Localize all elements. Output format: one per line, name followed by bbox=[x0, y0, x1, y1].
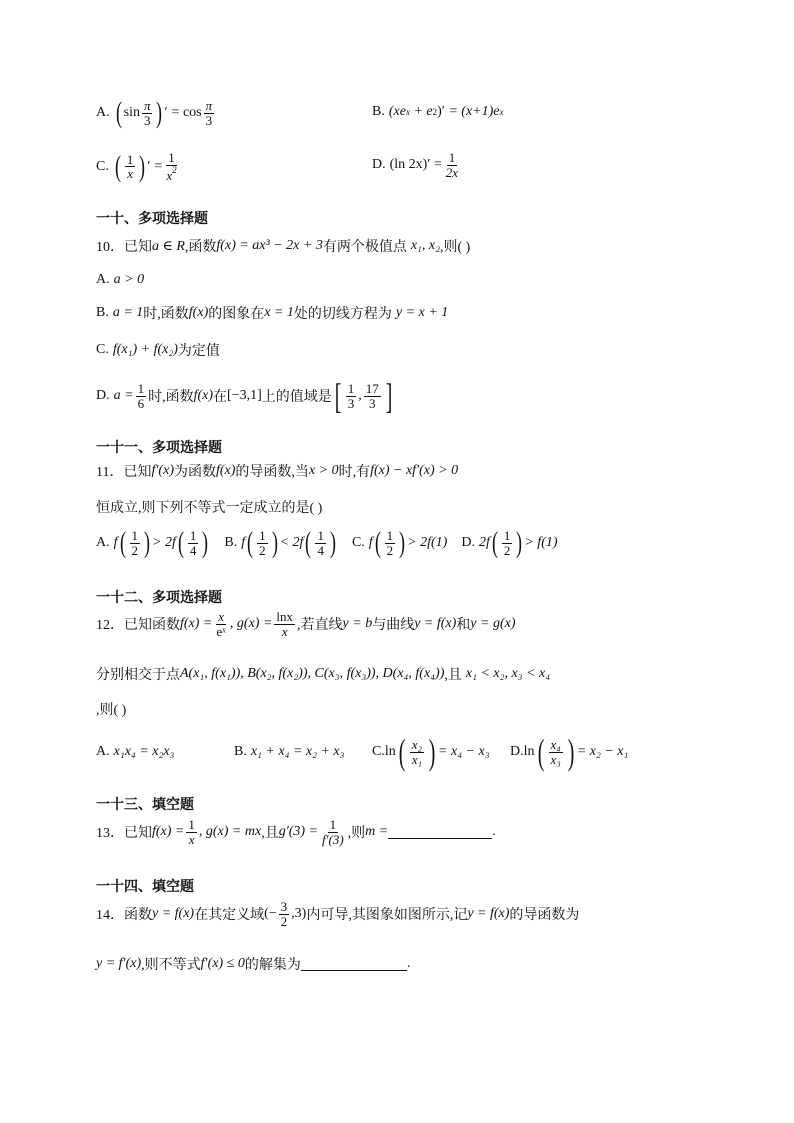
f-symbol: f bbox=[241, 535, 246, 550]
expression: = x₄ − x₃ bbox=[438, 744, 490, 759]
expression: m = bbox=[365, 824, 389, 840]
option-label: A. bbox=[96, 535, 110, 550]
fraction bbox=[315, 529, 326, 557]
expression: + e bbox=[409, 104, 433, 119]
denominator: 2 bbox=[131, 542, 139, 558]
option-label: B. bbox=[96, 305, 109, 320]
text: 为函数 bbox=[173, 465, 216, 480]
text: 内可导,其图象如图所示,记 bbox=[306, 908, 468, 924]
equation-rhs: = bbox=[154, 158, 163, 174]
expression: g′(3) = bbox=[278, 824, 319, 840]
paren-left: ( bbox=[398, 732, 406, 772]
fraction bbox=[136, 382, 147, 410]
text: ,则不等式 bbox=[141, 958, 201, 973]
superscript: x bbox=[499, 107, 504, 117]
text: 的图象在 bbox=[208, 307, 265, 322]
text: 处的切线方程为 bbox=[293, 307, 392, 322]
expression: > 2f bbox=[152, 535, 176, 550]
text: 与曲线 bbox=[372, 618, 415, 634]
denominator: f′(3) bbox=[322, 831, 344, 847]
denominator: x bbox=[188, 831, 195, 847]
denominator: 2 bbox=[503, 542, 511, 558]
option-label: C. bbox=[372, 744, 385, 759]
denominator: 2 bbox=[280, 913, 288, 929]
fraction bbox=[279, 900, 290, 928]
paren-right: ) bbox=[567, 732, 575, 772]
f-symbol: f bbox=[113, 535, 118, 550]
denominator: 3 bbox=[143, 112, 151, 128]
expression: x₁, x₂ bbox=[410, 238, 440, 253]
ln-text: ln bbox=[384, 744, 396, 759]
fraction bbox=[142, 99, 153, 127]
q12-option-c[interactable] bbox=[372, 734, 510, 770]
denominator: 4 bbox=[189, 542, 197, 558]
q10-option-c[interactable] bbox=[96, 340, 220, 360]
expression: f′(x) bbox=[151, 463, 174, 478]
q12-stem bbox=[96, 610, 516, 638]
text: ,若直线 bbox=[297, 618, 343, 634]
expression: = x₂ − x₁ bbox=[576, 744, 629, 759]
q12-options bbox=[96, 734, 628, 770]
paren-right: ) bbox=[428, 732, 436, 772]
expression: x₁ < x₂, x₃ < x₄ bbox=[465, 666, 551, 681]
expression: a > 0 bbox=[113, 272, 145, 287]
text: ,则 bbox=[347, 826, 366, 842]
paren-right: ) bbox=[399, 526, 406, 559]
fraction bbox=[410, 738, 424, 766]
paren-left: ( bbox=[247, 526, 254, 559]
denominator: x₁ bbox=[411, 751, 423, 767]
expression: x₁ + x₄ = x₂ + x₃ bbox=[250, 744, 345, 759]
text: 时,有 bbox=[338, 465, 371, 480]
question-number: 10．已知 bbox=[96, 240, 152, 255]
q10-option-d[interactable] bbox=[96, 378, 395, 414]
q9-option-a[interactable] bbox=[96, 98, 216, 128]
paren-right: ) bbox=[516, 526, 523, 559]
answer-blank[interactable] bbox=[388, 826, 492, 839]
expression: f(x) bbox=[215, 463, 236, 478]
f-symbol: 2f bbox=[478, 535, 490, 550]
numerator: 1 bbox=[448, 150, 456, 165]
fraction bbox=[320, 818, 346, 846]
expression: y = f(x) bbox=[467, 906, 510, 922]
q11-option-c[interactable] bbox=[352, 528, 447, 558]
denominator: x bbox=[127, 166, 133, 182]
numerator: 1 bbox=[317, 527, 324, 543]
expression: f(x₁) + f(x₂) bbox=[112, 342, 178, 357]
question-number: 14．函数 bbox=[96, 908, 152, 924]
superscript: x bbox=[405, 107, 410, 117]
expression: < 2f bbox=[279, 535, 304, 550]
q14-stem-line2 bbox=[96, 954, 410, 974]
q14-stem bbox=[96, 900, 579, 928]
paren-right: ) bbox=[156, 96, 163, 129]
paren-right: ) bbox=[202, 526, 209, 559]
denominator: x₃ bbox=[550, 751, 561, 767]
expression: , g(x) = bbox=[229, 616, 273, 632]
option-label: A. bbox=[96, 105, 110, 120]
paren-right: ) bbox=[144, 526, 151, 559]
paren-right: ) bbox=[329, 526, 336, 559]
fraction bbox=[274, 610, 295, 638]
expression: f(x) bbox=[188, 305, 209, 320]
text: 和 bbox=[456, 618, 471, 634]
q10-stem bbox=[96, 236, 470, 256]
numerator: x₄ bbox=[550, 736, 561, 752]
q12-option-d[interactable] bbox=[510, 734, 628, 770]
text: 时,函数 bbox=[148, 390, 194, 405]
numerator: x bbox=[218, 609, 225, 624]
fraction bbox=[257, 529, 268, 557]
paren-left: ( bbox=[491, 526, 498, 559]
q11-option-d[interactable] bbox=[461, 528, 557, 558]
text: 上的值域是 bbox=[261, 390, 332, 405]
text: ,则( ) bbox=[440, 240, 471, 255]
text: ,且 bbox=[261, 826, 279, 842]
question-number: 11．已知 bbox=[96, 465, 152, 480]
expression: > f(1) bbox=[524, 535, 558, 550]
numerator: 1 bbox=[189, 527, 197, 543]
paren-left: ( bbox=[115, 96, 122, 129]
option-label: A. bbox=[96, 272, 110, 287]
domain-left: (− bbox=[264, 906, 277, 922]
numerator: lnx bbox=[276, 609, 294, 624]
numerator: 17 bbox=[365, 380, 379, 396]
equation-rhs: = (x+1)e bbox=[448, 104, 500, 119]
q10-option-b[interactable] bbox=[96, 303, 448, 323]
text: 在 bbox=[213, 390, 228, 405]
bracket-right: ] bbox=[385, 376, 393, 416]
expression: > 2f(1) bbox=[407, 535, 448, 550]
x-var: x bbox=[166, 167, 173, 183]
paren-right: ) bbox=[271, 526, 278, 559]
numerator: π bbox=[205, 97, 213, 113]
denominator: 3 bbox=[369, 395, 376, 411]
fraction bbox=[214, 610, 228, 638]
paren-right: ) bbox=[139, 149, 146, 183]
option-label: D. bbox=[96, 388, 110, 403]
option-label: C. bbox=[351, 535, 365, 550]
numerator: 1 bbox=[329, 817, 337, 832]
text: 时,函数 bbox=[143, 307, 189, 322]
numerator: 1 bbox=[137, 380, 145, 396]
denominator: 3 bbox=[347, 395, 355, 411]
q9-option-b[interactable] bbox=[372, 104, 504, 120]
expression: f(x) = bbox=[152, 824, 185, 840]
q10-option-a[interactable] bbox=[96, 272, 144, 288]
expression: x = 1 bbox=[264, 305, 294, 320]
option-label: A. bbox=[96, 744, 110, 759]
section-heading: 一十三、填空题 bbox=[96, 796, 194, 812]
section-heading: 一十一、多项选择题 bbox=[96, 439, 222, 455]
denominator: 4 bbox=[317, 542, 324, 558]
fraction bbox=[186, 818, 197, 846]
interval: [−3,1] bbox=[227, 388, 262, 403]
text: ,且 bbox=[444, 668, 462, 683]
expression: )′ bbox=[437, 104, 449, 119]
question-number: 12．已知函数 bbox=[96, 618, 180, 634]
numerator: 1 bbox=[126, 151, 134, 167]
option-label: B. bbox=[372, 104, 385, 119]
superscript: 2 bbox=[172, 164, 177, 175]
paren-left: ( bbox=[374, 526, 381, 559]
denominator: 3 bbox=[205, 112, 213, 128]
expression: f′(x) ≤ 0 bbox=[200, 956, 245, 971]
q12-stem-line2 bbox=[96, 664, 550, 684]
f-symbol: f bbox=[368, 535, 373, 550]
numerator: 3 bbox=[280, 899, 288, 914]
numerator: 1 bbox=[503, 527, 511, 543]
fraction bbox=[364, 382, 381, 410]
q12-option-a[interactable] bbox=[96, 744, 234, 760]
paren-left: ( bbox=[114, 149, 121, 183]
numerator: 1 bbox=[347, 380, 355, 396]
option-label: C. bbox=[96, 158, 109, 174]
domain-right: ,3) bbox=[291, 906, 307, 922]
paren-left: ( bbox=[119, 526, 126, 559]
text: 在其定义域 bbox=[194, 908, 265, 924]
fraction bbox=[188, 529, 199, 557]
expression: (ln 2x)′ = bbox=[389, 157, 442, 173]
option-label: B. bbox=[224, 535, 238, 550]
expression: y = b bbox=[342, 616, 373, 632]
text: . bbox=[406, 956, 411, 971]
answer-blank[interactable] bbox=[301, 958, 407, 971]
ln-text: ln bbox=[523, 744, 535, 759]
section-heading: 一十二、多项选择题 bbox=[96, 589, 222, 605]
comma: , bbox=[358, 388, 362, 403]
section-heading: 一十四、填空题 bbox=[96, 878, 194, 894]
denominator: 2x bbox=[445, 164, 459, 180]
fraction bbox=[444, 151, 460, 179]
text: 的导函数,当 bbox=[235, 465, 309, 480]
expression: x₁x₄ = x₂x₃ bbox=[113, 744, 175, 759]
expression: f(x) = bbox=[180, 616, 213, 632]
numerator: 1 bbox=[386, 527, 394, 543]
denominator bbox=[164, 166, 178, 183]
denominator: 2 bbox=[386, 542, 394, 558]
denominator: 6 bbox=[137, 395, 145, 411]
q12-option-b[interactable] bbox=[234, 744, 372, 760]
fraction bbox=[130, 529, 141, 557]
q11-option-b[interactable] bbox=[224, 528, 338, 558]
numerator: 1 bbox=[168, 150, 175, 165]
text: 分别相交于点 bbox=[96, 668, 180, 683]
expression: y = f(x) bbox=[152, 906, 195, 922]
paren-left: ( bbox=[177, 526, 184, 559]
superscript: 2 bbox=[432, 107, 438, 117]
denominator: x bbox=[281, 623, 288, 639]
text: 为定值 bbox=[177, 344, 220, 359]
expression: f(x) bbox=[193, 388, 214, 403]
expression: f(x) − xf′(x) > 0 bbox=[370, 463, 459, 478]
q12-stem-line3: ,则( ) bbox=[96, 703, 127, 718]
numerator: π bbox=[143, 97, 151, 113]
expression: f(x) = ax³ − 2x + 3 bbox=[216, 238, 323, 253]
numerator: 1 bbox=[259, 527, 266, 543]
q9-option-d[interactable] bbox=[372, 151, 462, 179]
q11-option-a[interactable] bbox=[96, 528, 210, 558]
numerator: x₂ bbox=[411, 736, 423, 752]
text: 的解集为 bbox=[244, 958, 301, 973]
expression: , g(x) = mx bbox=[198, 824, 262, 840]
fraction bbox=[549, 738, 563, 766]
fraction bbox=[385, 529, 396, 557]
option-label: D. bbox=[510, 744, 524, 759]
text: 的导函数为 bbox=[509, 908, 580, 924]
option-label: D. bbox=[372, 157, 386, 173]
prime: ′ bbox=[147, 158, 151, 174]
text: . bbox=[492, 824, 496, 840]
expression: x > 0 bbox=[308, 463, 339, 478]
denominator: 2 bbox=[259, 542, 266, 558]
fraction bbox=[502, 529, 513, 557]
text: 有两个极值点 bbox=[322, 240, 407, 255]
expression: y = f(x) bbox=[414, 616, 457, 632]
question-number: 13．已知 bbox=[96, 826, 152, 842]
expression: a = bbox=[113, 388, 134, 403]
expression: a = 1 bbox=[112, 305, 144, 320]
sin-text: sin bbox=[123, 105, 140, 120]
option-label: C. bbox=[96, 342, 109, 357]
numerator: 1 bbox=[131, 527, 139, 543]
expression: A(x₁, f(x₁)), B(x₂, f(x₂)), C(x₃, f(x₃)), D(x₄, f(x₄)) bbox=[180, 666, 445, 681]
denominator: eˣ bbox=[216, 623, 226, 639]
section-heading: 一十、多项选择题 bbox=[96, 210, 208, 226]
bracket-left: [ bbox=[334, 376, 342, 416]
q11-options bbox=[96, 528, 558, 558]
q13-stem bbox=[96, 818, 496, 846]
expression: y = g(x) bbox=[470, 616, 516, 632]
q11-stem bbox=[96, 461, 458, 481]
q11-stem-line2: 恒成立,则下列不等式一定成立的是( ) bbox=[96, 501, 323, 516]
text: ,函数 bbox=[184, 240, 217, 255]
paren-left: ( bbox=[305, 526, 312, 559]
option-label: D. bbox=[461, 535, 475, 550]
fraction bbox=[346, 382, 357, 410]
fraction bbox=[164, 151, 178, 182]
paren-left: ( bbox=[537, 732, 544, 772]
prime: ′ bbox=[164, 105, 168, 120]
expression: y = x + 1 bbox=[395, 305, 449, 320]
expression: y = f′(x) bbox=[96, 956, 142, 971]
expression: (xe bbox=[388, 104, 406, 119]
numerator: 1 bbox=[188, 817, 195, 832]
option-label: B. bbox=[234, 744, 247, 759]
fraction bbox=[204, 99, 215, 127]
expression: a ∈ R bbox=[152, 238, 185, 254]
q9-option-c[interactable] bbox=[96, 151, 181, 182]
fraction bbox=[125, 153, 136, 181]
equation-rhs: = cos bbox=[171, 105, 202, 120]
